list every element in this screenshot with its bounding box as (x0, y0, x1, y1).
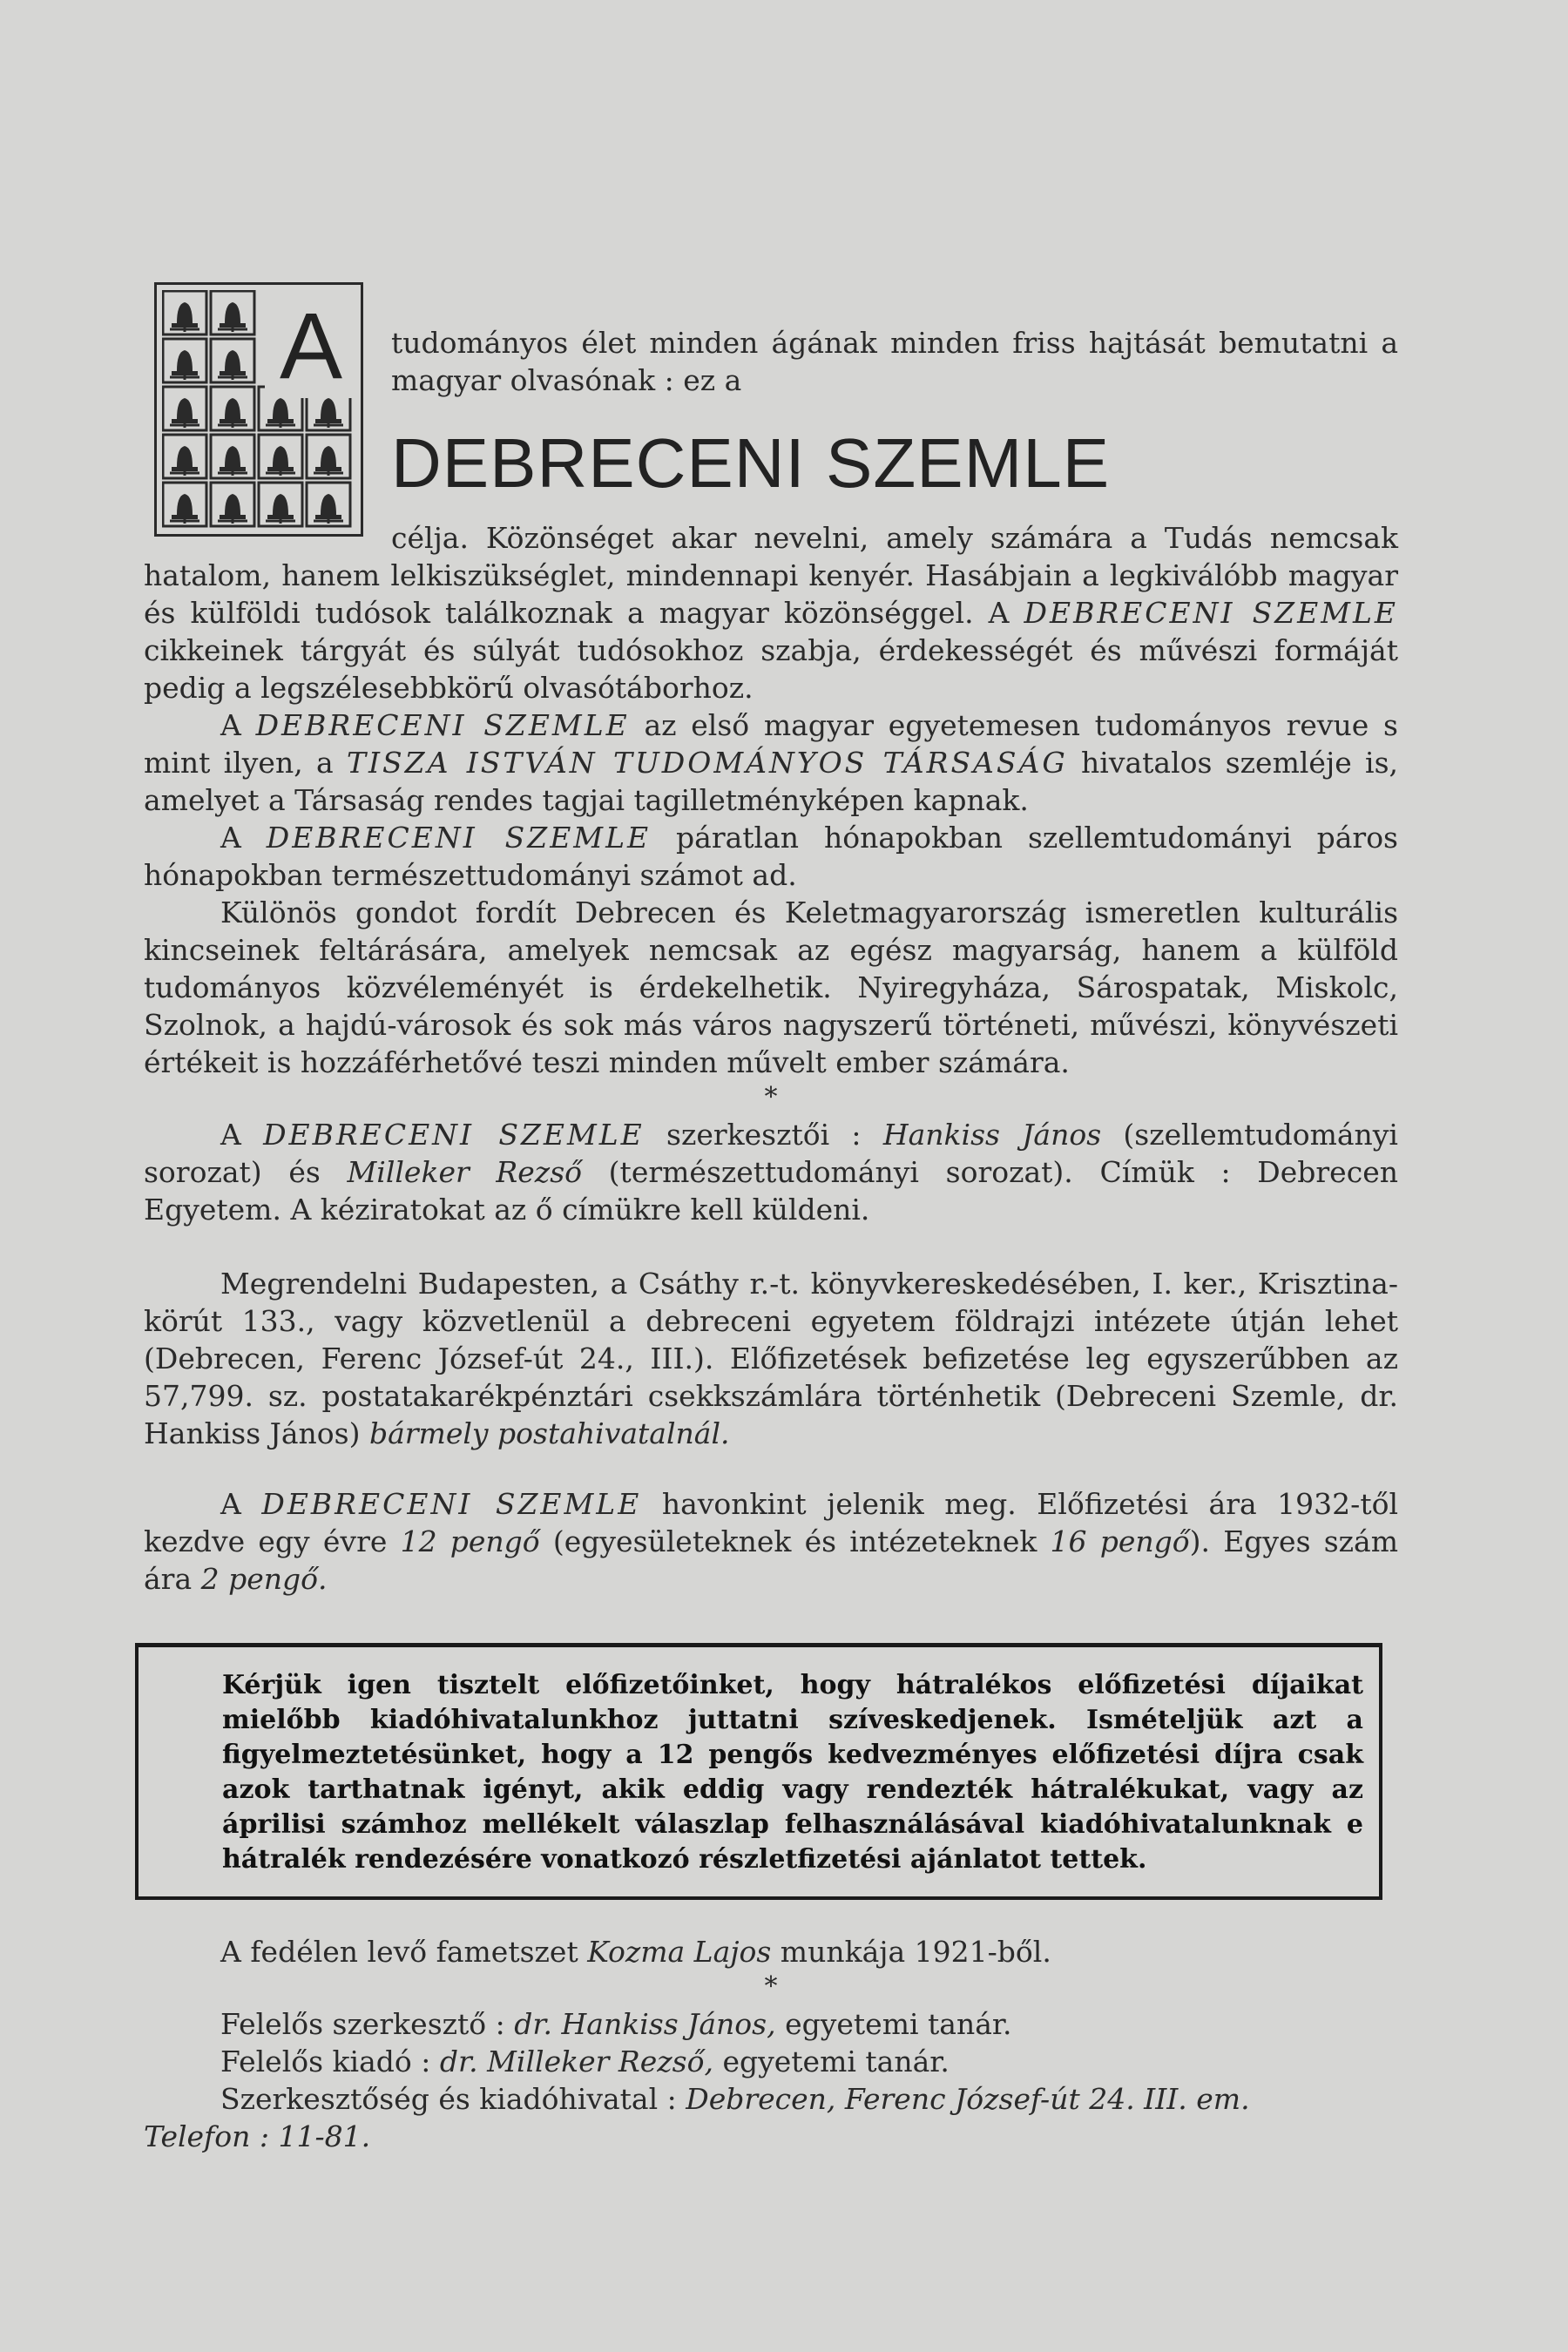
paragraph-pricing: A DEBRECENI SZEMLE havonkint jelenik meg. Előfizetési ára 1932-től kezdve egy évre 12 pengő (egyesületeknek és intézeteknek 16 pengő). Egyes szám ára 2 pengő. (144, 1487, 1399, 1596)
journal-name-italic: DEBRECENI SZEMLE (261, 1487, 642, 1521)
price-italic: 12 pengő (400, 1524, 540, 1558)
paragraph-schedule: A DEBRECENI SZEMLE páratlan hónapokban szellemtudományi páros hónapokban természettudományi számot ad. (144, 821, 1398, 892)
editor-name-italic: Milleker Rezső (347, 1155, 582, 1189)
journal-title: DEBRECENI SZEMLE (391, 424, 1111, 502)
postal-note-italic: bármely postahivatalnál. (368, 1416, 730, 1450)
section-separator: * (764, 1082, 778, 1112)
intro-lead: tudományos élet minden ágának minden friss hajtását bemutatni a magyar olvasónak : ez a (391, 326, 1398, 397)
text-column (144, 293, 1399, 2155)
journal-name-italic: DEBRECENI SZEMLE (255, 708, 630, 742)
credits-separator: * (764, 1971, 778, 2002)
paragraph-revue: A DEBRECENI SZEMLE az első magyar egyetemesen tudományos revue s mint ilyen, a TISZA ISTVÁN TUDOMÁNYOS TÁRSASÁG hivatalos szemléje is, amelyet a Társaság rendes tagjai tagilletményképen kapnak. (144, 708, 1399, 817)
artist-name-italic: Kozma Lajos (587, 1935, 772, 1969)
paragraph-regional: Különös gondot fordít Debrecen és Keletmagyarország ismeretlen kulturális kincseinek feltárására, amelyek nemcsak az egész magyarság, hanem a külföld tudományos közvéleményét is érdekelhetik. Nyiregyháza, Sárospatak, Miskolc, Szolnok, a hajdú-városok és sok más város nagyszerű történeti, művészi, könyvészeti értékeit is hozzáférhetővé teszi minden művelt ember számára. (144, 896, 1398, 1079)
office-address: Szerkesztőség és kiadóhivatal : Debrecen, Ferenc József-út 24. III. em. (220, 2082, 1250, 2116)
price-italic: 16 pengő (1050, 1524, 1190, 1558)
notice-text: Kérjük igen tisztelt előfizetőinket, hogy hátralékos előfizetési díjaikat mielőbb kiadóhivatalunkhoz juttatni szíveskedjenek. Ismételjük azt a figyelmeztetésünket, hogy a 12 pengős kedvezményes előfizetési díjra csak azok tarthatnak igényt, akik eddig vagy rendezték hátralékukat, vagy az áprilisi számhoz mellékelt válaszlap felhasználásával kiadóhivatalunknak e hátralék rendezésére vonatkozó részletfizetési ajánlatot tettek. (222, 1670, 1363, 1875)
society-name-italic: TISZA ISTVÁN TUDOMÁNYOS TÁRSASÁG (347, 746, 1068, 780)
responsible-editor: Felelős szerkesztő : dr. Hankiss János, egyetemi tanár. (220, 2007, 1012, 2041)
cover-woodcut-note: A fedélen levő fametszet Kozma Lajos munkája 1921-ből. (220, 1935, 1051, 1969)
paragraph-editors: A DEBRECENI SZEMLE szerkesztői : Hankiss János (szellemtudományi sorozat) és Milleker Rezső (természettudományi sorozat). Címük : Debrecen Egyetem. A kéziratokat az ő címükre kell küldeni. (144, 1118, 1398, 1227)
subscription-notice-box (135, 1643, 1382, 1900)
dropcap-letter: A (265, 294, 357, 398)
office-phone: Telefon : 11-81. (144, 2119, 371, 2153)
price-italic: 2 pengő. (200, 1562, 328, 1596)
journal-name-italic: DEBRECENI SZEMLE (266, 821, 652, 855)
initial-ornament-frame (154, 282, 363, 537)
editor-name-italic: Hankiss János (882, 1118, 1102, 1152)
paragraph-purpose: célja. Közönséget akar nevelni, amely számára a Tudás nemcsak hatalom, hanem lelkiszükséglet, mindennapi kenyér. Hasábjain a legkiválóbb magyar és külföldi tudósok találkoznak a magyar közönséggel. A DEBRECENI SZEMLE cikkeinek tárgyát és súlyát tudósokhoz szabja, érdekességét és művészi formáját pedig a legszélesebbkörű olvasótáborhoz. (144, 521, 1398, 705)
paragraph-ordering: Megrendelni Budapesten, a Csáthy r.-t. könyvkereskedésében, I. ker., Krisztina-körút 133., vagy közvetlenül a debreceni egyetem földrajzi intézete útján lehet (Debrecen, Ferenc József-út 24., III.). Előfizetések befizetése leg egyszerűbben az 57,799. sz. postatakarékpénztári csekkszámlára történhetik (Debreceni Szemle, dr. Hankiss János) bármely postahivatalnál. (144, 1267, 1398, 1450)
journal-name-italic: DEBRECENI SZEMLE (263, 1118, 645, 1152)
responsible-publisher: Felelős kiadó : dr. Milleker Rezső, egyetemi tanár. (220, 2044, 950, 2078)
decorative-initial (154, 282, 370, 544)
credits-block (144, 2005, 1398, 2155)
journal-name-italic: DEBRECENI SZEMLE (1024, 596, 1398, 630)
